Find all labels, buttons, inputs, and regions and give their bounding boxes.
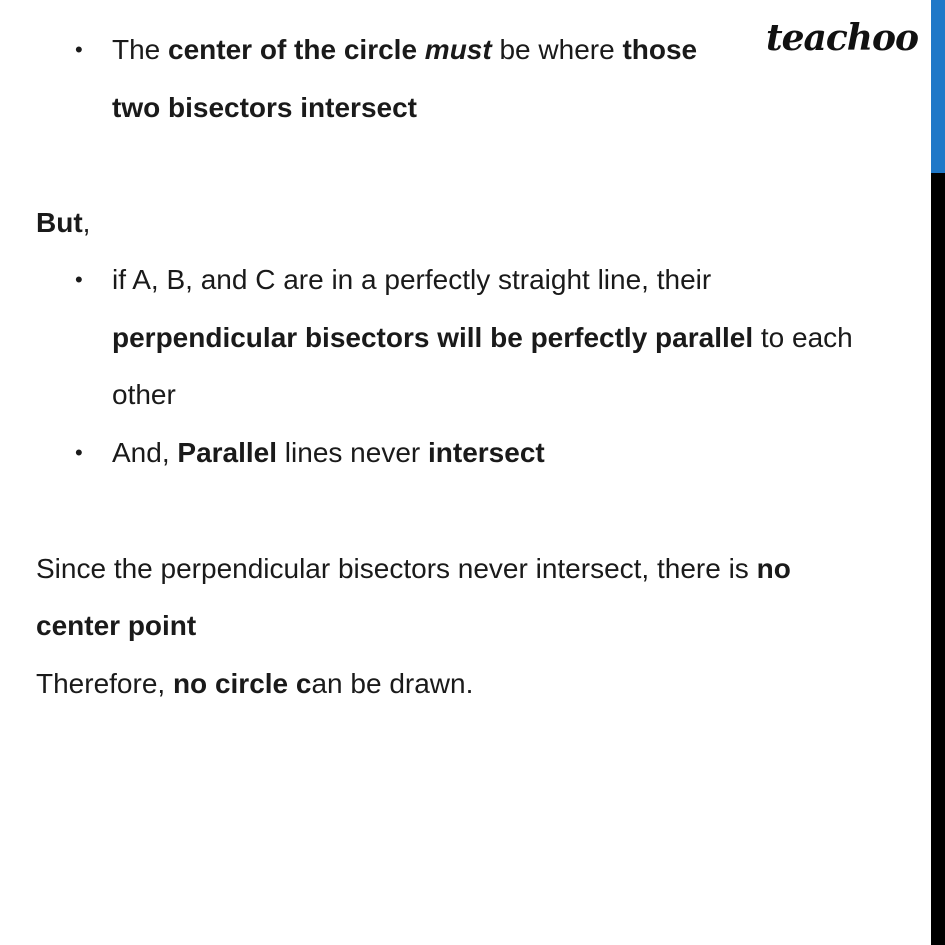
scrollbar[interactable] [931, 0, 945, 945]
text-span: an be drawn. [311, 668, 474, 699]
bullet-icon: • [75, 267, 83, 292]
text-line [112, 366, 176, 424]
text-line [112, 251, 711, 309]
bold-span: center of the circle [168, 34, 425, 65]
bold-span: intersect [428, 437, 545, 468]
text-line [36, 540, 791, 598]
text-span: other [112, 379, 176, 410]
bold-span: Parallel [177, 437, 278, 468]
bold-span: two bisectors intersect [112, 92, 417, 123]
text-span: be where [491, 34, 623, 65]
text-line [112, 309, 853, 367]
text-span: , [82, 207, 91, 238]
bullet-icon: • [75, 37, 83, 62]
text-line [112, 424, 545, 482]
text-span: if A, B, and C are in a perfectly straight line, their [112, 264, 712, 295]
text-span: Since the perpendicular bisectors never intersect, there is [36, 553, 757, 584]
section-heading [36, 194, 90, 252]
text-span: to each [753, 322, 853, 353]
text-span: The [112, 34, 169, 65]
text-line [36, 597, 196, 655]
scrollbar-thumb[interactable] [931, 0, 945, 173]
bold-span: But [36, 207, 83, 238]
bold-span: no circle c [172, 668, 312, 699]
bold-span: center point [36, 610, 197, 641]
bold-span: perpendicular bisectors will be perfectly parallel [112, 322, 754, 353]
text-line [112, 79, 417, 137]
bold-span: those [622, 34, 698, 65]
italic-bold-span: must [424, 34, 492, 65]
bold-span: no [756, 553, 791, 584]
bullet-icon: • [75, 440, 83, 465]
teachoo-logo: teachoo [766, 17, 918, 59]
text-span: Therefore, [36, 668, 173, 699]
text-line [36, 655, 473, 713]
text-span: lines never [277, 437, 428, 468]
text-line [112, 21, 697, 79]
text-span: And, [112, 437, 178, 468]
